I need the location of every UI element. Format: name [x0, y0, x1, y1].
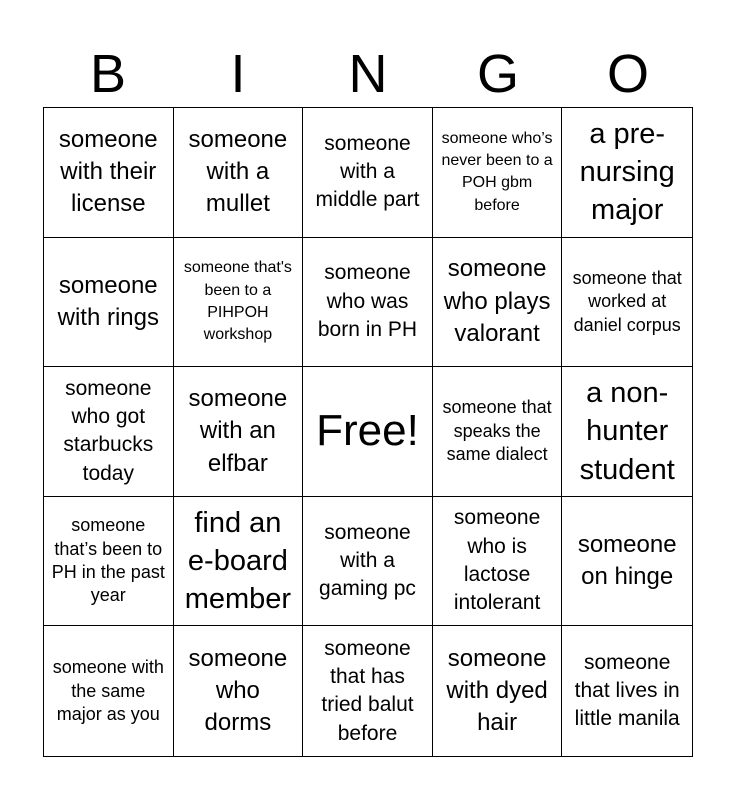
cell-text: someone who plays valorant — [443, 255, 551, 348]
cell-text: someone who got starbucks today — [63, 376, 154, 485]
cell-text: someone who’s never been to a POH gbm before — [441, 129, 553, 214]
cell-text: a pre-nursing major — [579, 117, 675, 227]
bingo-cell-r5c2[interactable] — [174, 626, 304, 756]
cell-text: someone with their license — [58, 125, 158, 218]
bingo-board — [43, 107, 693, 757]
cell-text: someone with a mullet — [188, 125, 288, 218]
cell-text: someone who was born in PH — [317, 261, 418, 342]
bingo-cell-r2c2[interactable] — [174, 238, 304, 368]
cell-text: a non-hunter student — [579, 377, 675, 486]
bingo-cell-r2c3[interactable] — [303, 238, 433, 368]
bingo-cell-r5c4[interactable] — [433, 626, 563, 756]
cell-text: someone with the same major as you — [52, 657, 164, 724]
bingo-cell-r3c2[interactable] — [174, 367, 304, 497]
bingo-cell-r1c2[interactable] — [174, 108, 304, 238]
bingo-cell-r5c3[interactable] — [303, 626, 433, 756]
bingo-cell-r1c4[interactable] — [433, 108, 563, 238]
cell-text: someone on hinge — [577, 530, 677, 591]
cell-text: someone that has tried balut before — [321, 636, 414, 745]
bingo-cell-r1c3[interactable] — [303, 108, 433, 238]
cell-text: someone with a gaming pc — [319, 520, 416, 601]
cell-text: someone who is lactose intolerant — [453, 506, 541, 615]
cell-text: someone who dorms — [188, 644, 288, 737]
cell-text: someone that lives in little manila — [574, 650, 680, 731]
bingo-cell-r1c5[interactable] — [562, 108, 692, 238]
cell-text: someone with a middle part — [315, 131, 420, 212]
header-letter-o: O — [606, 44, 649, 104]
cell-text: someone with an elfbar — [188, 384, 288, 477]
bingo-cell-r3c1[interactable] — [44, 367, 174, 497]
cell-text: find an e-board member — [184, 506, 292, 616]
bingo-cell-r5c5[interactable] — [562, 626, 692, 756]
free-space-text: Free! — [316, 406, 419, 456]
bingo-cell-r5c1[interactable] — [44, 626, 174, 756]
cell-text: someone with rings — [57, 271, 159, 331]
bingo-cell-r4c4[interactable] — [433, 497, 563, 627]
cell-text: someone that speaks the same dialect — [442, 397, 552, 465]
cell-text: someone that’s been to PH in the past year — [51, 515, 165, 606]
bingo-cell-r2c1[interactable] — [44, 238, 174, 368]
header-letter-g: G — [476, 44, 519, 104]
bingo-cell-r3c5[interactable] — [562, 367, 692, 497]
cell-text: someone that's been to a PIHPOH workshop — [183, 259, 292, 344]
bingo-cell-r4c5[interactable] — [562, 497, 692, 627]
header-letter-n: N — [348, 44, 388, 104]
cell-text: someone with dyed hair — [446, 644, 548, 737]
bingo-cell-r2c4[interactable] — [433, 238, 563, 368]
bingo-cell-free[interactable] — [303, 367, 433, 497]
bingo-header — [43, 40, 693, 108]
cell-text: someone that worked at daniel corpus — [572, 267, 682, 335]
bingo-cell-r2c5[interactable] — [562, 238, 692, 368]
bingo-cell-r4c2[interactable] — [174, 497, 304, 627]
bingo-cell-r3c4[interactable] — [433, 367, 563, 497]
bingo-cell-r4c3[interactable] — [303, 497, 433, 627]
header-letter-i: I — [230, 44, 246, 104]
bingo-cell-r4c1[interactable] — [44, 497, 174, 627]
header-letter-b: B — [89, 44, 127, 104]
bingo-cell-r1c1[interactable] — [44, 108, 174, 238]
